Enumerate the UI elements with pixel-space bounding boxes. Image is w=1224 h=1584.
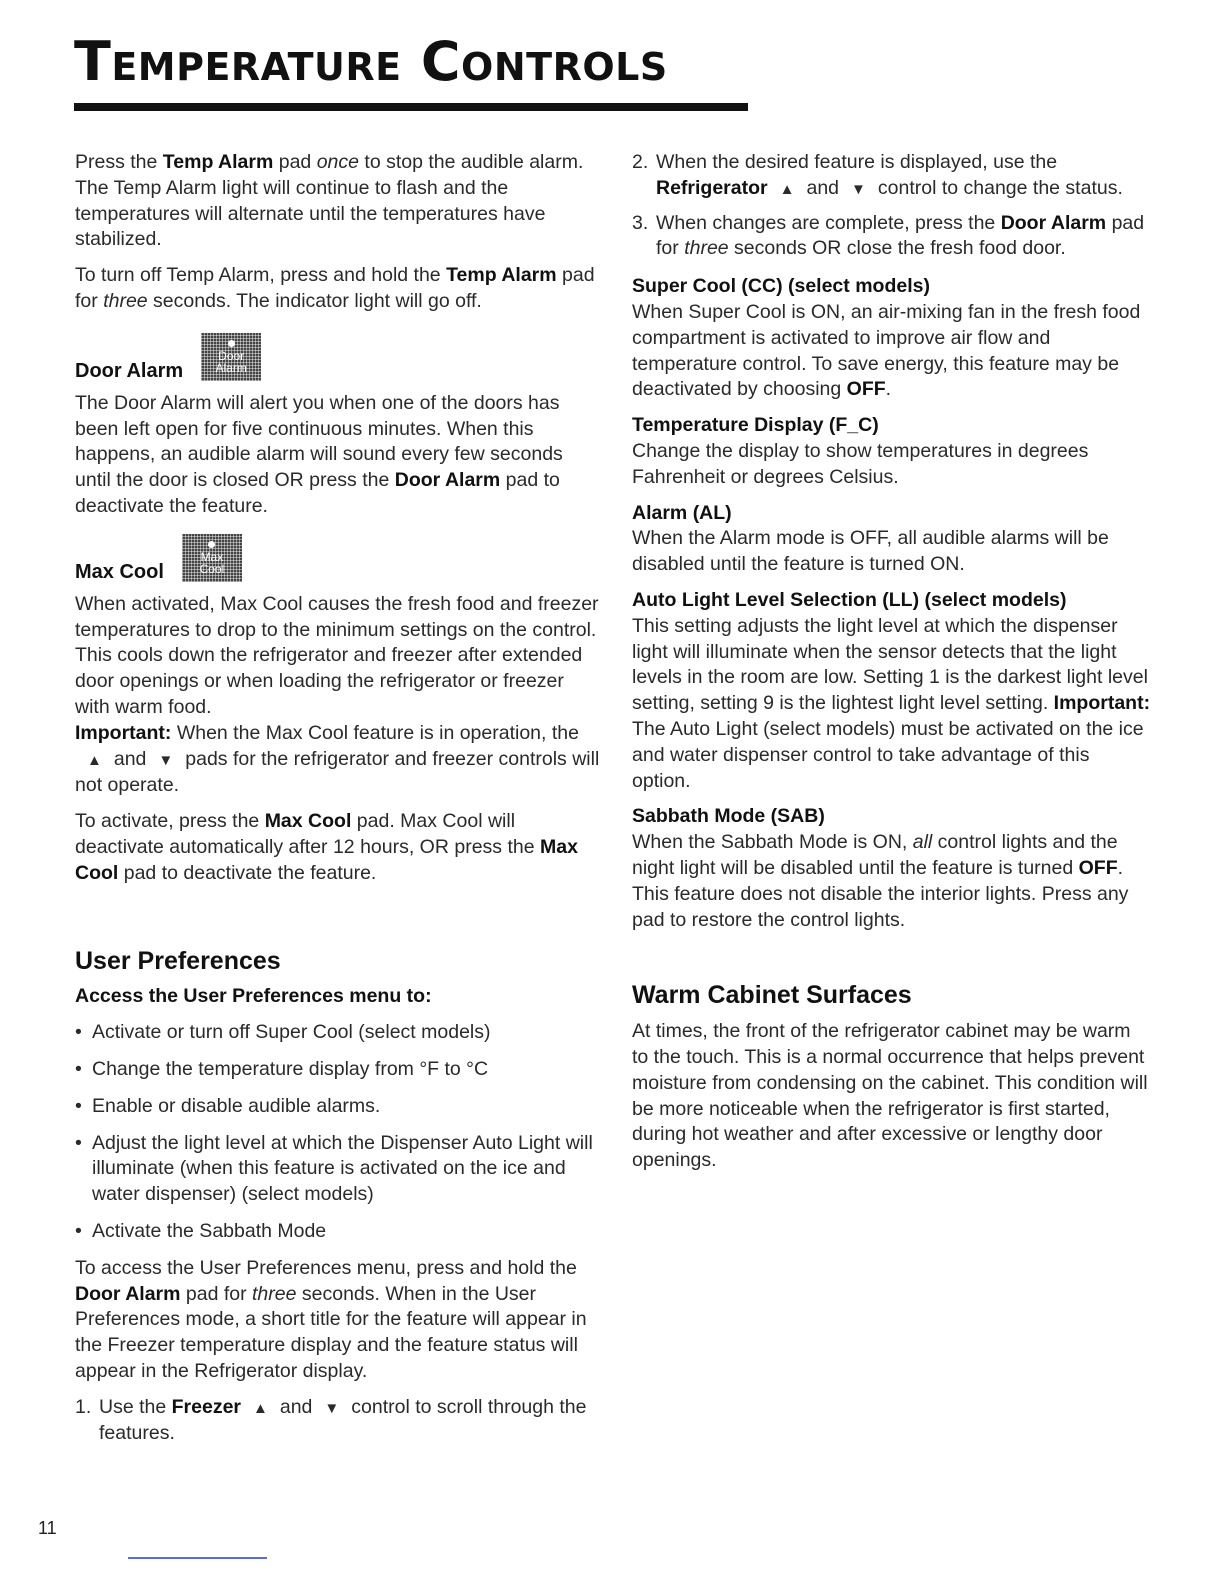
temp-alarm-paragraph-1: Press the Temp Alarm pad once to stop the audible alarm. The Temp Alarm light will continue to flash and the temperatures will alternate until the temperatures have stabilized.	[75, 151, 584, 251]
list-item: • Change the temperature display from °F to °C	[75, 1057, 603, 1083]
feature-alarm	[632, 501, 1152, 578]
feature-super-cool	[632, 274, 1152, 403]
freezer-label: Freezer	[171, 1395, 241, 1418]
user-preferences-title: User Preferences	[75, 946, 281, 975]
important-text-post: pads for the refrigerator and freezer controls will not operate.	[75, 747, 600, 797]
right-column	[632, 150, 1152, 1184]
step-number: 3.	[632, 211, 649, 234]
max-cool-pad-icon	[182, 534, 242, 582]
left-column	[75, 150, 603, 1455]
feature-auto-light	[632, 588, 1152, 794]
step-number: 2.	[632, 151, 649, 173]
step-3	[632, 211, 1152, 263]
footer-link-line	[128, 1557, 267, 1559]
max-cool-paragraph-1: When activated, Max Cool causes the fresh food and freezer temperatures to drop to the minimum settings on the control. This cools down the refrigerator and freezer after extended door openings or when loading the refrigerator or freezer with warm food.	[75, 592, 599, 718]
down-arrow-icon: ▼	[324, 1399, 340, 1417]
step-text: When changes are complete, press the Door Alarm pad for three seconds OR close the fresh food door.	[656, 211, 1145, 260]
feature-text: When the Alarm mode is OFF, all audible alarms will be disabled until the feature is turned ON.	[632, 527, 1109, 576]
warm-cabinet-title: Warm Cabinet Surfaces	[632, 981, 912, 1010]
user-preferences-subtitle: Access the User Preferences menu to:	[75, 985, 432, 1008]
feature-heading: Sabbath Mode (SAB)	[632, 805, 825, 828]
door-alarm-pad-label-1: Door	[218, 348, 245, 363]
max-cool-paragraph-2: To activate, press the Max Cool pad. Max Cool will deactivate automatically after 12 hours, OR press the Max Cool pad to deactivate the feature.	[75, 810, 578, 884]
max-cool-heading: Max Cool	[75, 560, 164, 583]
title-rule	[74, 103, 748, 111]
indicator-light-icon	[228, 340, 235, 347]
door-alarm-pad-label-2: Alarm	[215, 360, 247, 375]
step-number: 1.	[75, 1395, 92, 1418]
page-title: Temperature Controls	[74, 30, 668, 93]
important-label: Important:	[75, 721, 172, 744]
feature-text: This setting adjusts the light level at which the dispenser light will illuminate when the sensor detects that the light levels in the room are low. Setting 1 is the darkest light level setting, setting 9 is the lightest light level setting. Important: The Auto Light (select models) must be activated on the ice and water dispenser control to take advantage of this option.	[632, 614, 1151, 792]
down-arrow-icon: ▼	[851, 180, 866, 198]
step-text: Use the Freezer ▲ and ▼ control to scroll through the features.	[99, 1395, 587, 1445]
feature-text: When Super Cool is ON, an air-mixing fan in the fresh food compartment is activated to improve air flow and temperature control. To save energy, this feature may be deactivated by choosing OFF.	[632, 300, 1141, 401]
and-word: and	[113, 747, 147, 770]
list-item: • Activate or turn off Super Cool (select models)	[75, 1020, 603, 1046]
user-preferences-paragraph: To access the User Preferences menu, press and hold the Door Alarm pad for three seconds. When in the User Preferences mode, a short title for the feature will appear in the Freezer temperature display and the feature status will appear in the Refrigerator display.	[75, 1256, 587, 1382]
feature-heading: Auto Light Level Selection (LL) (select models)	[632, 588, 1067, 611]
step-1	[75, 1395, 603, 1448]
max-cool-important-note	[75, 721, 603, 799]
max-cool-pad-label-1: Max	[200, 549, 224, 564]
temp-alarm-paragraph-2: To turn off Temp Alarm, press and hold the Temp Alarm pad for three seconds. The indicator light will go off.	[75, 264, 595, 312]
max-cool-heading-row	[75, 534, 603, 586]
warm-cabinet-paragraph: At times, the front of the refrigerator cabinet may be warm to the touch. This is a normal occurrence that helps prevent moisture from condensing on the cabinet. This condition will be more noticeable when the refrigerator is first started, during hot weather and after excessive or lengthy door openings.	[632, 1020, 1148, 1172]
feature-temperature-display	[632, 413, 1152, 490]
door-alarm-paragraph: The Door Alarm will alert you when one of the doors has been left open for five continuous minutes. When this happens, an audible alarm will sound every few seconds until the door is closed OR press the Door Alarm pad to deactivate the feature.	[75, 391, 563, 517]
door-alarm-heading: Door Alarm	[75, 359, 184, 382]
up-arrow-icon: ▲	[87, 751, 102, 769]
user-preferences-list	[75, 1020, 603, 1245]
feature-text: When the Sabbath Mode is ON, all control lights and the night light will be disabled until the feature is turned OFF. This feature does not disable the interior lights. Press any pad to restore the control lights.	[632, 831, 1129, 931]
page-number: 11	[38, 1518, 57, 1538]
list-item: • Adjust the light level at which the Dispenser Auto Light will illuminate (when this feature is activated on the ice and water dispenser) (select models)	[75, 1131, 603, 1208]
indicator-light-icon	[208, 541, 215, 548]
up-arrow-icon: ▲	[779, 180, 795, 198]
up-arrow-icon: ▲	[253, 1399, 268, 1417]
feature-heading: Alarm (AL)	[632, 501, 732, 524]
step-text: When the desired feature is displayed, use the Refrigerator ▲ and ▼ control to change the status.	[656, 150, 1152, 203]
feature-heading: Super Cool (CC) (select models)	[632, 275, 930, 298]
feature-heading: Temperature Display (F_C)	[632, 414, 879, 437]
list-item: • Activate the Sabbath Mode	[75, 1219, 603, 1245]
important-text-pre: When the Max Cool feature is in operation, the	[171, 721, 579, 744]
feature-text: Change the display to show temperatures in degrees Fahrenheit or degrees Celsius.	[632, 439, 1089, 488]
down-arrow-icon: ▼	[158, 751, 174, 769]
refrigerator-label: Refrigerator	[656, 176, 768, 199]
step-2	[632, 150, 1152, 203]
door-alarm-heading-row	[75, 333, 603, 385]
max-cool-pad-label-2: Cool	[199, 561, 225, 576]
list-item: • Enable or disable audible alarms.	[75, 1094, 603, 1120]
door-alarm-pad-icon	[201, 333, 261, 381]
feature-sabbath-mode	[632, 804, 1152, 933]
